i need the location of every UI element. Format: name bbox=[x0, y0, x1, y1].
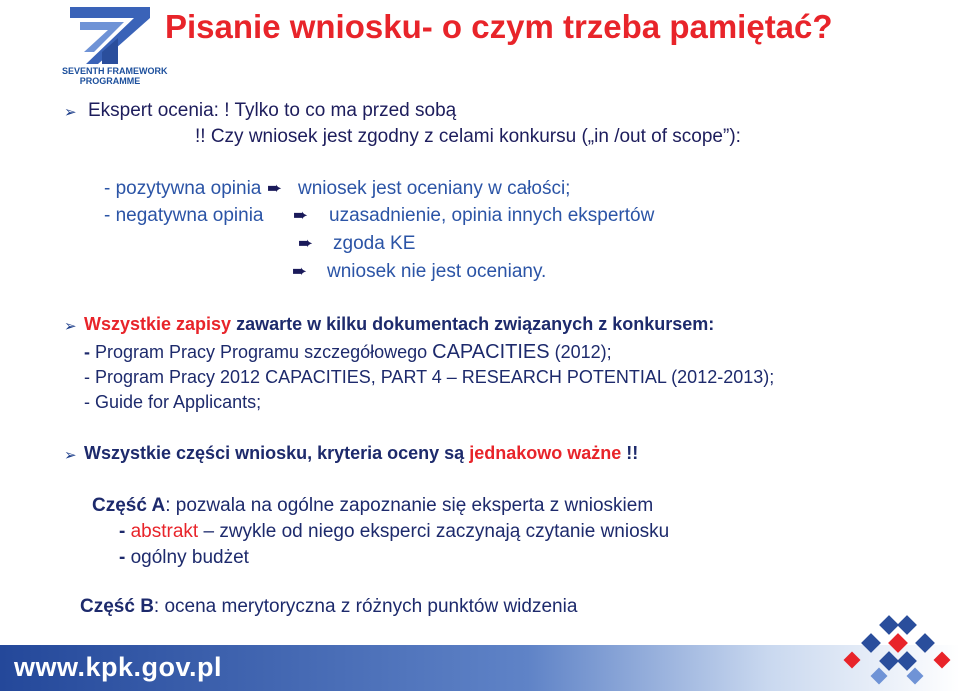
logo-caption: SEVENTH FRAMEWORK PROGRAMME bbox=[62, 66, 168, 86]
page-title: Pisanie wniosku- o czym trzeba pamiętać? bbox=[165, 8, 833, 45]
part-b-line: Część B: ocena merytoryczna z różnych punktów widzenia bbox=[80, 596, 578, 617]
part-a-abstract: - abstrakt – zwykle od niego eksperci zaczynają czytanie wniosku bbox=[119, 521, 670, 542]
bullet-icon: ➢ bbox=[64, 104, 77, 121]
documents-heading: Wszystkie zapisy zawarte w kilku dokumentach związanych z konkursem: bbox=[84, 314, 715, 334]
doc-item-1: - Program Pracy Programu szczegółowego CAPACITIES (2012); bbox=[84, 341, 612, 363]
bullet-icon: ➢ bbox=[64, 447, 77, 464]
expert-line: Ekspert ocenia: ! Tylko to co ma przed sobą bbox=[88, 100, 457, 121]
equal-importance-heading: Wszystkie części wniosku, kryteria oceny są jednakowo ważne !! bbox=[84, 443, 639, 463]
not-evaluated: wniosek nie jest oceniany. bbox=[327, 261, 547, 282]
doc-item-2: - Program Pracy 2012 CAPACITIES, PART 4 – RESEARCH POTENTIAL (2012-2013); bbox=[84, 367, 775, 387]
positive-opinion-label: - pozytywna opinia bbox=[104, 178, 262, 199]
doc-item-3: - Guide for Applicants; bbox=[84, 392, 262, 412]
ke-approval: zgoda KE bbox=[333, 233, 416, 254]
footer-url[interactable]: www.kpk.gov.pl bbox=[14, 652, 223, 682]
bullet-icon: ➢ bbox=[64, 318, 77, 335]
part-a-budget: - ogólny budżet bbox=[119, 547, 249, 568]
part-a-line: Część A: pozwala na ogólne zapoznanie się eksperta z wnioskiem bbox=[92, 495, 654, 516]
arrow-right-icon: ➨ bbox=[293, 205, 309, 225]
arrow-right-icon: ➨ bbox=[267, 178, 283, 198]
negative-opinion-label: - negatywna opinia bbox=[104, 205, 264, 226]
arrow-right-icon: ➨ bbox=[298, 233, 314, 253]
kpk-emblem-icon bbox=[838, 610, 956, 690]
arrow-right-icon: ➨ bbox=[292, 261, 308, 281]
negative-opinion-result: uzasadnienie, opinia innych ekspertów bbox=[329, 205, 655, 226]
positive-opinion-result: wniosek jest oceniany w całości; bbox=[298, 178, 571, 199]
scope-line: !! Czy wniosek jest zgodny z celami konkursu („in /out of scope”): bbox=[195, 126, 741, 147]
